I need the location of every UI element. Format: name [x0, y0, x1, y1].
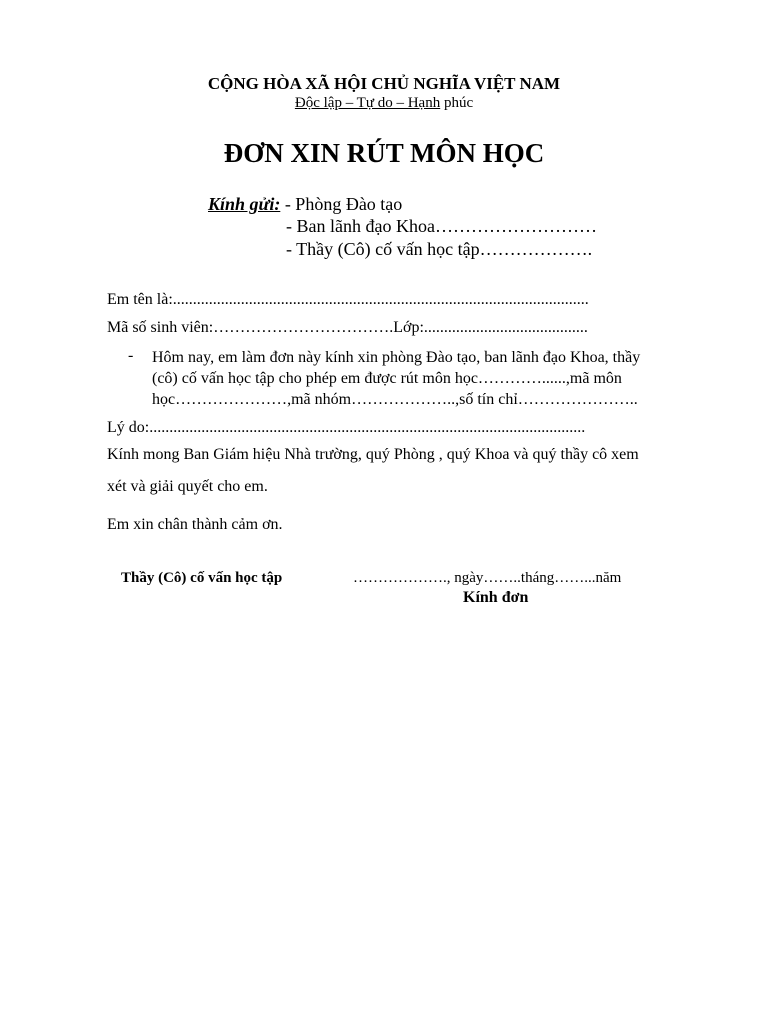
plea-line: Kính mong Ban Giám hiệu Nhà trường, quý Phòng , quý Khoa và quý thầy cô xem [107, 446, 639, 463]
request-line: (cô) cố vấn học tập cho phép em được rút môn học…………......,mã môn [152, 370, 622, 387]
applicant-signature-label: Kính đơn [463, 589, 529, 606]
bullet-dash: - [128, 347, 134, 364]
motto-tail: phúc [440, 95, 474, 111]
recipient-item: - Thầy (Cô) cố vấn học tập………………. [286, 239, 593, 259]
national-title: CỘNG HÒA XÃ HỘI CHỦ NGHĨA VIỆT NAM [207, 74, 561, 93]
motto-underlined: Độc lập – Tự do – Hạnh [294, 95, 441, 111]
recipients-block [208, 194, 402, 215]
recipient-item: - Ban lãnh đạo Khoa……………………… [286, 216, 597, 236]
request-line: Hôm nay, em làm đơn này kính xin phòng Đào tạo, ban lãnh đạo Khoa, thầy [152, 349, 641, 366]
plea-line: xét và giải quyết cho em. [107, 478, 268, 495]
thanks-line: Em xin chân thành cảm ơn. [107, 516, 283, 533]
request-line: học…………………,mã nhóm………………..,số tín chỉ………………….. [152, 391, 638, 408]
reason-line: Lý do:............................................................................................................. [107, 419, 586, 436]
request-paragraph [152, 347, 712, 410]
document-title: ĐƠN XIN RÚT MÔN HỌC [223, 138, 545, 168]
student-name-line: Em tên là:........................................................................................................ [107, 291, 589, 308]
recipients-label: Kính gửi: [208, 194, 281, 214]
national-motto [0, 95, 768, 112]
place-date-line: ………………., ngày……..tháng……...năm [353, 570, 622, 586]
student-id-class-line: Mã số sinh viên:…………………………….Lớp:......................................... [107, 319, 588, 336]
recipient-item: - Phòng Đào tạo [280, 194, 403, 214]
advisor-signature-label: Thầy (Cô) cố vấn học tập [121, 570, 283, 586]
